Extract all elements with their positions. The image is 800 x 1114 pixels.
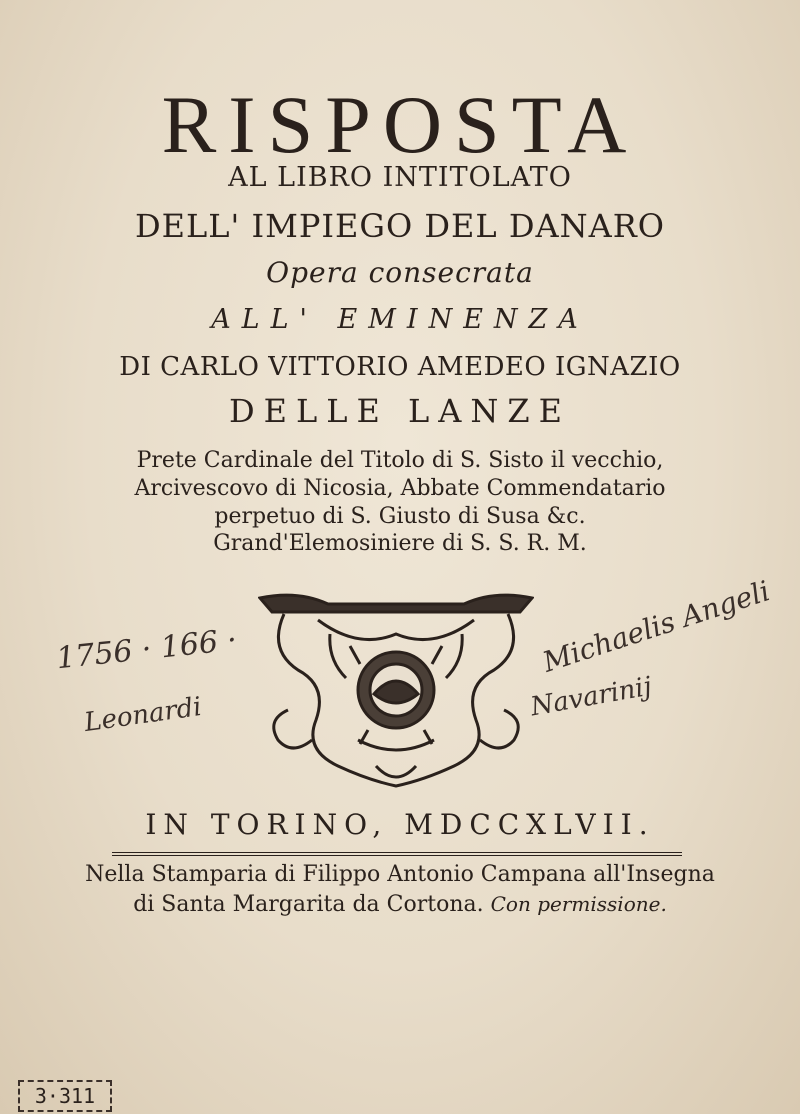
publisher-line — [0, 892, 800, 917]
divider-rule — [112, 852, 682, 856]
subtitle-line: DELL' IMPIEGO DEL DANARO — [134, 207, 666, 245]
dedication-line: ALL' EMINENZA — [211, 304, 589, 335]
subtitle-line: AL LIBRO INTITOLATO — [228, 162, 572, 193]
subtitle-line: Opera consecrata — [266, 256, 534, 289]
shelfmark-stamp: 3·311 — [18, 1080, 112, 1112]
printers-ornament-icon — [258, 590, 534, 788]
main-title: RISPOSTA — [161, 79, 639, 170]
handwritten-note: 1756 · 166 · — [54, 622, 239, 677]
handwritten-note: Leonardi — [82, 691, 204, 739]
cardinal-title-line: perpetuo di S. Giusto di Susa &c. — [214, 504, 586, 529]
cardinal-title-line: Prete Cardinale del Titolo di S. Sisto il vecchio, — [136, 448, 664, 473]
publisher-place: di Santa Margarita da Cortona. — [133, 892, 484, 917]
imprint-line: IN TORINO, MDCCXLVII. — [145, 808, 655, 841]
dedication-line: DELLE LANZE — [229, 392, 571, 430]
cardinal-title-line: Arcivescovo di Nicosia, Abbate Commendatario — [134, 476, 666, 501]
publisher-line: Nella Stamparia di Filippo Antonio Campana all'Insegna — [85, 862, 715, 887]
handwritten-note: Navarinij — [528, 671, 654, 723]
handwritten-note: Michaelis Angeli — [538, 574, 774, 679]
permission-note: Con permissione. — [490, 892, 667, 916]
cardinal-title-line: Grand'Elemosiniere di S. S. R. M. — [213, 531, 587, 556]
dedication-line: DI CARLO VITTORIO AMEDEO IGNAZIO — [119, 352, 681, 382]
